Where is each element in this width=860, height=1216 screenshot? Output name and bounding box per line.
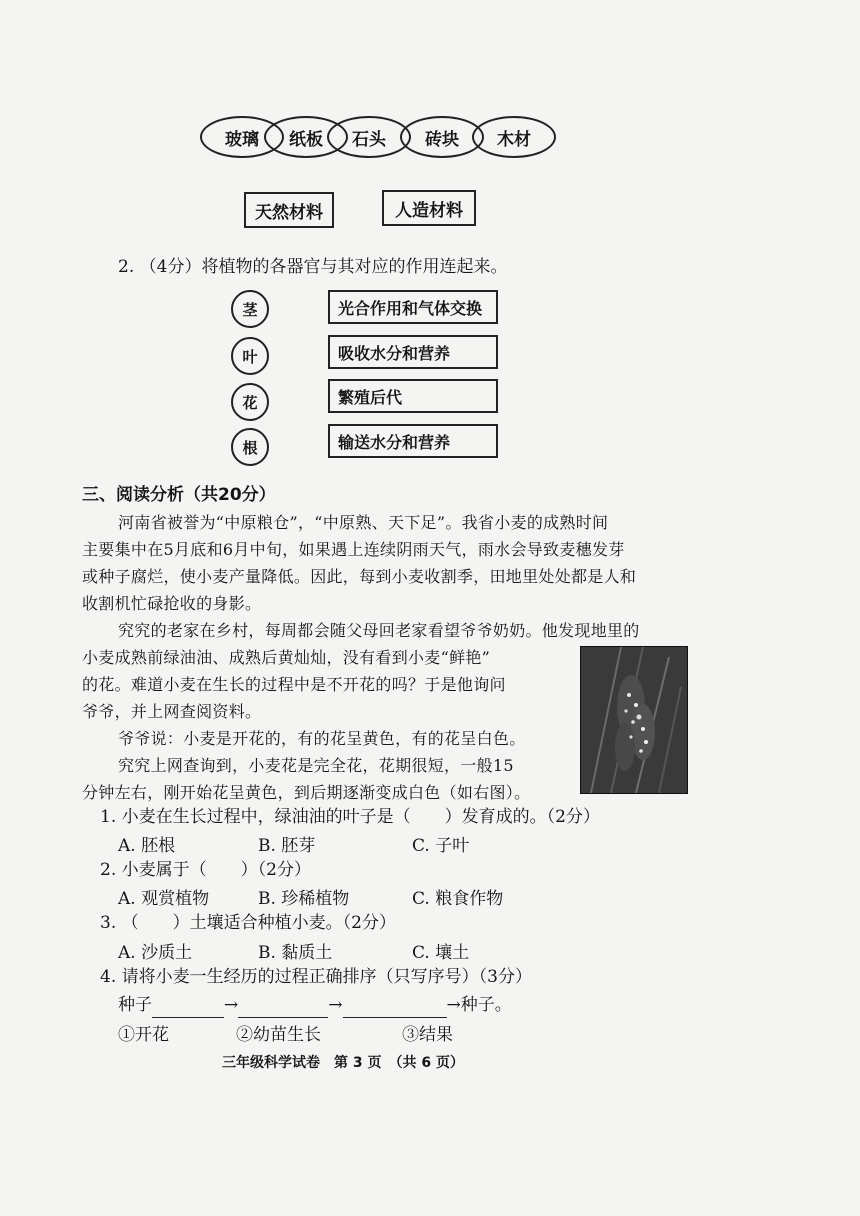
q4-option-3: ③结果 <box>402 1025 453 1045</box>
material-stone: 石头 <box>327 116 411 158</box>
q1-text: 1. 小麦在生长过程中，绿油油的叶子是（ ）发育成的。（2分） <box>100 807 600 827</box>
organ-flower: 花 <box>231 383 269 421</box>
para4-line2: 分钟左右，刚开始花呈黄色，到后期逐渐变成白色（如右图）。 <box>82 783 531 802</box>
q1-option-c: C. 子叶 <box>412 836 470 856</box>
q4-text: 4. 请将小麦一生经历的过程正确排序（只写序号）（3分） <box>100 967 532 987</box>
material-wood: 木材 <box>472 116 556 158</box>
q1-option-a: A. 胚根 <box>118 836 176 856</box>
q4-end: →种子。 <box>446 995 512 1015</box>
q3-option-a: A. 沙质土 <box>118 943 193 963</box>
para2-line1: 究究的老家在乡村，每周都会随父母回老家看望爷爷奶奶。他发现地里的 <box>118 621 640 640</box>
wheat-photo <box>580 646 688 794</box>
q4-blank-1[interactable] <box>152 999 224 1018</box>
q4-sequence <box>118 992 512 1018</box>
para4-line1: 究究上网查询到，小麦花是完全花，花期很短，一般15 <box>118 756 514 775</box>
para1-line4: 收割机忙碌抢收的身影。 <box>82 594 262 613</box>
function-photosynthesis: 光合作用和气体交换 <box>328 290 498 324</box>
para1-line1: 河南省被誉为“中原粮仓”，“中原熟、天下足”。我省小麦的成熟时间 <box>118 513 609 532</box>
q3-option-b: B. 黏质土 <box>258 943 333 963</box>
q4-start: 种子 <box>118 995 152 1015</box>
q2b-option-b: B. 珍稀植物 <box>258 889 350 909</box>
q4-option-2: ②幼苗生长 <box>236 1025 321 1045</box>
material-brick: 砖块 <box>400 116 484 158</box>
q3-text: 3. （ ）土壤适合种植小麦。（2分） <box>100 913 396 933</box>
q4-arrow-2: → <box>328 995 343 1015</box>
function-transport: 输送水分和营养 <box>328 424 498 458</box>
category-artificial: 人造材料 <box>382 190 476 226</box>
para2-line4: 爷爷，并上网查阅资料。 <box>82 702 262 721</box>
function-absorb: 吸收水分和营养 <box>328 335 498 369</box>
organ-root: 根 <box>231 428 269 466</box>
para2-line3: 的花。难道小麦在生长的过程中是不开花的吗？于是他询问 <box>82 675 506 694</box>
category-natural: 天然材料 <box>244 192 334 228</box>
q1-option-b: B. 胚芽 <box>258 836 316 856</box>
q3-option-c: C. 壤土 <box>412 943 470 963</box>
organ-leaf: 叶 <box>231 337 269 375</box>
q4-option-1: ①开花 <box>118 1025 169 1045</box>
function-reproduce: 繁殖后代 <box>328 379 498 413</box>
material-glass: 玻璃 <box>200 116 284 158</box>
para2-line2: 小麦成熟前绿油油、成熟后黄灿灿，没有看到小麦“鲜艳” <box>82 648 491 667</box>
q2b-text: 2. 小麦属于（ ）（2分） <box>100 860 311 880</box>
q4-blank-3[interactable] <box>343 999 447 1018</box>
para1-line3: 或种子腐烂，使小麦产量降低。因此，每到小麦收割季，田地里处处都是人和 <box>82 567 637 586</box>
q2-title: 2. （4分）将植物的各器官与其对应的作用连起来。 <box>118 257 508 277</box>
q2b-option-a: A. 观赏植物 <box>118 889 210 909</box>
material-cardboard: 纸板 <box>264 116 348 158</box>
para1-line2: 主要集中在5月底和6月中旬，如果遇上连续阴雨天气，雨水会导致麦穗发芽 <box>82 540 625 559</box>
para3: 爷爷说：小麦是开花的，有的花呈黄色，有的花呈白色。 <box>118 729 526 748</box>
section-title: 三、阅读分析（共20分） <box>82 485 276 505</box>
q2b-option-c: C. 粮食作物 <box>412 889 504 909</box>
q4-blank-2[interactable] <box>238 999 328 1018</box>
page-footer: 三年级科学试卷 第 3 页 （共 6 页） <box>222 1055 464 1071</box>
organ-stem: 茎 <box>231 290 269 328</box>
q4-arrow-1: → <box>224 995 239 1015</box>
